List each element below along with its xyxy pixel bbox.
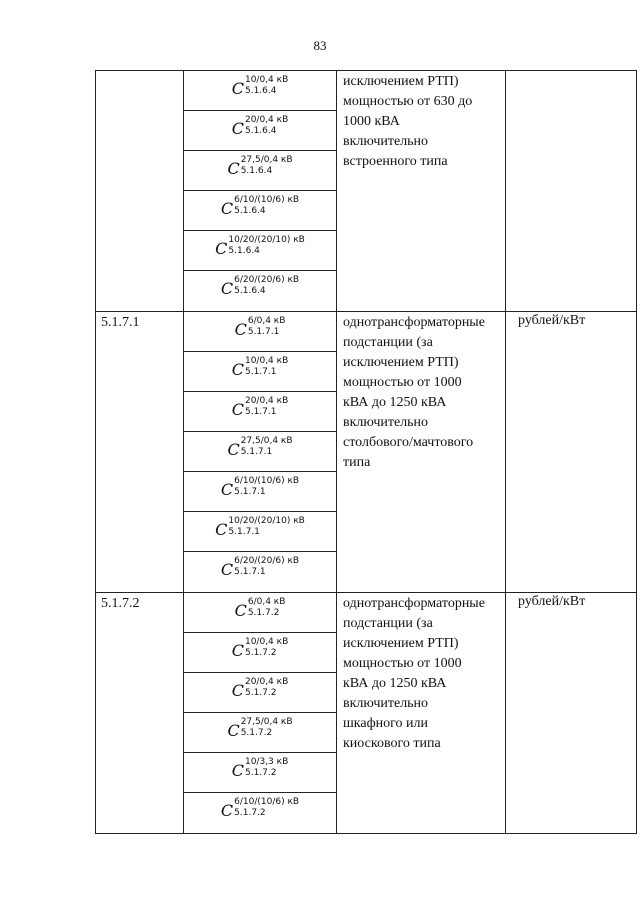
rate-symbol: C bbox=[231, 641, 244, 660]
formula-cell bbox=[184, 432, 336, 472]
rate-symbol: C bbox=[227, 159, 240, 178]
formula-cell bbox=[184, 633, 336, 673]
voltage-superscript: 6/0,4 кВ bbox=[247, 597, 286, 607]
formula-cell bbox=[184, 713, 336, 753]
description-cell bbox=[337, 71, 506, 312]
description-line: 1000 кВА bbox=[343, 114, 400, 129]
formula-cell bbox=[184, 472, 336, 512]
voltage-superscript: 6/20/(20/6) кВ bbox=[234, 556, 300, 566]
rate-formula bbox=[184, 436, 336, 459]
description-line: кВА до 1250 кВА bbox=[343, 395, 447, 410]
formula-scripts bbox=[245, 115, 288, 137]
formula-scripts bbox=[245, 356, 288, 378]
description-line: включительно bbox=[343, 696, 429, 711]
description-line: мощностью от 1000 bbox=[343, 656, 462, 671]
rate-symbol: C bbox=[231, 400, 244, 419]
formula-scripts bbox=[234, 556, 299, 578]
formula-cell bbox=[184, 151, 336, 191]
voltage-superscript: 6/20/(20/6) кВ bbox=[234, 275, 300, 285]
formula-scripts bbox=[234, 195, 299, 217]
voltage-superscript: 6/10/(10/6) кВ bbox=[234, 476, 300, 486]
description-line: включительно bbox=[343, 134, 429, 149]
formula-scripts bbox=[245, 75, 288, 97]
formula-scripts bbox=[234, 797, 299, 819]
rate-symbol: C bbox=[227, 721, 240, 740]
rate-formula bbox=[184, 637, 336, 660]
voltage-superscript: 10/0,4 кВ bbox=[244, 637, 289, 647]
rate-formula bbox=[184, 275, 336, 298]
voltage-superscript: 10/0,4 кВ bbox=[244, 75, 289, 85]
formula-list bbox=[184, 593, 336, 833]
description-line: киоскового типа bbox=[343, 736, 441, 751]
rate-symbol: C bbox=[231, 79, 244, 98]
rate-symbol: C bbox=[231, 761, 244, 780]
description-line: мощностью от 630 до bbox=[343, 94, 473, 109]
voltage-superscript: 27,5/0,4 кВ bbox=[240, 717, 293, 727]
table-row bbox=[96, 71, 637, 312]
item-subscript: 5.1.7.2 bbox=[240, 728, 273, 738]
formula-scripts bbox=[245, 677, 288, 699]
item-subscript: 5.1.6.4 bbox=[244, 86, 277, 96]
tariff-table bbox=[95, 70, 637, 834]
voltage-superscript: 27,5/0,4 кВ bbox=[240, 436, 293, 446]
item-subscript: 5.1.6.4 bbox=[228, 246, 260, 256]
voltage-superscript: 10/20/(20/10) кВ bbox=[228, 516, 305, 526]
rate-symbol: C bbox=[215, 520, 228, 539]
description-line: однотрансформаторные bbox=[343, 315, 485, 330]
item-subscript: 5.1.7.1 bbox=[234, 487, 266, 497]
formula-scripts bbox=[245, 396, 288, 418]
formula-scripts bbox=[241, 436, 293, 458]
rate-symbol: C bbox=[220, 480, 234, 499]
formula-cell bbox=[184, 191, 336, 231]
item-subscript: 5.1.6.4 bbox=[240, 166, 273, 176]
rate-symbol: C bbox=[231, 360, 244, 379]
rate-symbol: C bbox=[227, 440, 240, 459]
rate-symbol: C bbox=[234, 601, 247, 620]
voltage-superscript: 6/10/(10/6) кВ bbox=[234, 797, 300, 807]
formula-scripts bbox=[245, 637, 288, 659]
formula-column bbox=[184, 71, 337, 312]
item-subscript: 5.1.7.1 bbox=[234, 567, 266, 577]
formula-scripts bbox=[241, 717, 293, 739]
rate-formula bbox=[184, 677, 336, 700]
rate-symbol: C bbox=[220, 560, 234, 579]
item-subscript: 5.1.7.2 bbox=[244, 768, 277, 778]
rate-formula bbox=[184, 235, 336, 258]
rate-formula bbox=[184, 356, 336, 379]
unit-cell: рублей/кВт bbox=[506, 593, 637, 834]
rate-symbol: C bbox=[220, 801, 234, 820]
description-line: встроенного типа bbox=[343, 154, 448, 169]
item-subscript: 5.1.7.1 bbox=[244, 407, 277, 417]
rate-formula bbox=[184, 797, 336, 820]
formula-scripts bbox=[248, 316, 286, 338]
rate-symbol: C bbox=[231, 681, 244, 700]
description-line: кВА до 1250 кВА bbox=[343, 676, 447, 691]
table-row bbox=[96, 593, 637, 834]
rate-formula bbox=[184, 396, 336, 419]
rate-formula bbox=[184, 195, 336, 218]
rate-formula bbox=[184, 717, 336, 740]
description-line: подстанции (за bbox=[343, 335, 433, 350]
formula-cell bbox=[184, 352, 336, 392]
item-subscript: 5.1.7.2 bbox=[244, 648, 277, 658]
rate-symbol: C bbox=[215, 239, 228, 258]
rate-formula bbox=[184, 556, 336, 579]
item-code bbox=[96, 71, 184, 312]
formula-cell bbox=[184, 71, 336, 111]
item-subscript: 5.1.7.2 bbox=[234, 808, 266, 818]
rate-formula bbox=[184, 115, 336, 138]
item-subscript: 5.1.6.4 bbox=[234, 206, 266, 216]
voltage-superscript: 10/20/(20/10) кВ bbox=[228, 235, 305, 245]
item-subscript: 5.1.6.4 bbox=[234, 286, 266, 296]
voltage-superscript: 10/0,4 кВ bbox=[244, 356, 289, 366]
voltage-superscript: 27,5/0,4 кВ bbox=[240, 155, 293, 165]
formula-cell bbox=[184, 231, 336, 271]
formula-column bbox=[184, 593, 337, 834]
formula-scripts bbox=[228, 516, 304, 538]
description-line: столбового/мачтового bbox=[343, 435, 474, 450]
rate-formula bbox=[184, 316, 336, 339]
rate-formula bbox=[184, 155, 336, 178]
formula-scripts bbox=[234, 476, 299, 498]
formula-cell bbox=[184, 793, 336, 833]
rate-formula bbox=[184, 597, 336, 620]
description-cell bbox=[337, 312, 506, 593]
description-line: типа bbox=[343, 455, 371, 470]
rate-symbol: C bbox=[231, 119, 244, 138]
tariff-table-body bbox=[96, 71, 637, 834]
description-cell bbox=[337, 593, 506, 834]
description-line: шкафного или bbox=[343, 716, 429, 731]
formula-scripts bbox=[248, 597, 286, 619]
unit-cell bbox=[506, 71, 637, 312]
voltage-superscript: 20/0,4 кВ bbox=[244, 677, 289, 687]
item-subscript: 5.1.7.1 bbox=[240, 447, 273, 457]
formula-cell bbox=[184, 312, 336, 352]
description-line: подстанции (за bbox=[343, 616, 433, 631]
formula-cell bbox=[184, 593, 336, 633]
item-code: 5.1.7.2 bbox=[96, 593, 184, 834]
formula-cell bbox=[184, 512, 336, 552]
formula-cell bbox=[184, 552, 336, 592]
item-subscript: 5.1.7.2 bbox=[244, 688, 277, 698]
item-subscript: 5.1.7.1 bbox=[244, 367, 277, 377]
formula-list bbox=[184, 71, 336, 311]
description-line: включительно bbox=[343, 415, 429, 430]
item-subscript: 5.1.6.4 bbox=[244, 126, 277, 136]
formula-cell bbox=[184, 753, 336, 793]
formula-column bbox=[184, 312, 337, 593]
formula-scripts bbox=[245, 757, 288, 779]
description-line: однотрансформаторные bbox=[343, 596, 485, 611]
formula-list bbox=[184, 312, 336, 592]
item-subscript: 5.1.7.2 bbox=[247, 608, 280, 618]
item-subscript: 5.1.7.1 bbox=[247, 327, 280, 337]
voltage-superscript: 6/10/(10/6) кВ bbox=[234, 195, 300, 205]
description-line: исключением РТП) bbox=[343, 74, 459, 89]
voltage-superscript: 10/3,3 кВ bbox=[244, 757, 289, 767]
rate-formula bbox=[184, 75, 336, 98]
formula-scripts bbox=[234, 275, 299, 297]
voltage-superscript: 20/0,4 кВ bbox=[244, 115, 289, 125]
voltage-superscript: 6/0,4 кВ bbox=[247, 316, 286, 326]
item-code: 5.1.7.1 bbox=[96, 312, 184, 593]
item-subscript: 5.1.7.1 bbox=[228, 527, 260, 537]
description-line: мощностью от 1000 bbox=[343, 375, 462, 390]
page-number: 83 bbox=[313, 38, 327, 53]
rate-formula bbox=[184, 516, 336, 539]
unit-cell: рублей/кВт bbox=[506, 312, 637, 593]
description-line: исключением РТП) bbox=[343, 636, 459, 651]
rate-symbol: C bbox=[220, 199, 234, 218]
rate-symbol: C bbox=[234, 320, 247, 339]
formula-cell bbox=[184, 392, 336, 432]
voltage-superscript: 20/0,4 кВ bbox=[244, 396, 289, 406]
table-row bbox=[96, 312, 637, 593]
rate-formula bbox=[184, 476, 336, 499]
description-line: исключением РТП) bbox=[343, 355, 459, 370]
formula-cell bbox=[184, 111, 336, 151]
formula-scripts bbox=[241, 155, 293, 177]
rate-symbol: C bbox=[220, 279, 234, 298]
rate-formula bbox=[184, 757, 336, 780]
formula-cell bbox=[184, 271, 336, 311]
formula-cell bbox=[184, 673, 336, 713]
formula-scripts bbox=[228, 235, 304, 257]
